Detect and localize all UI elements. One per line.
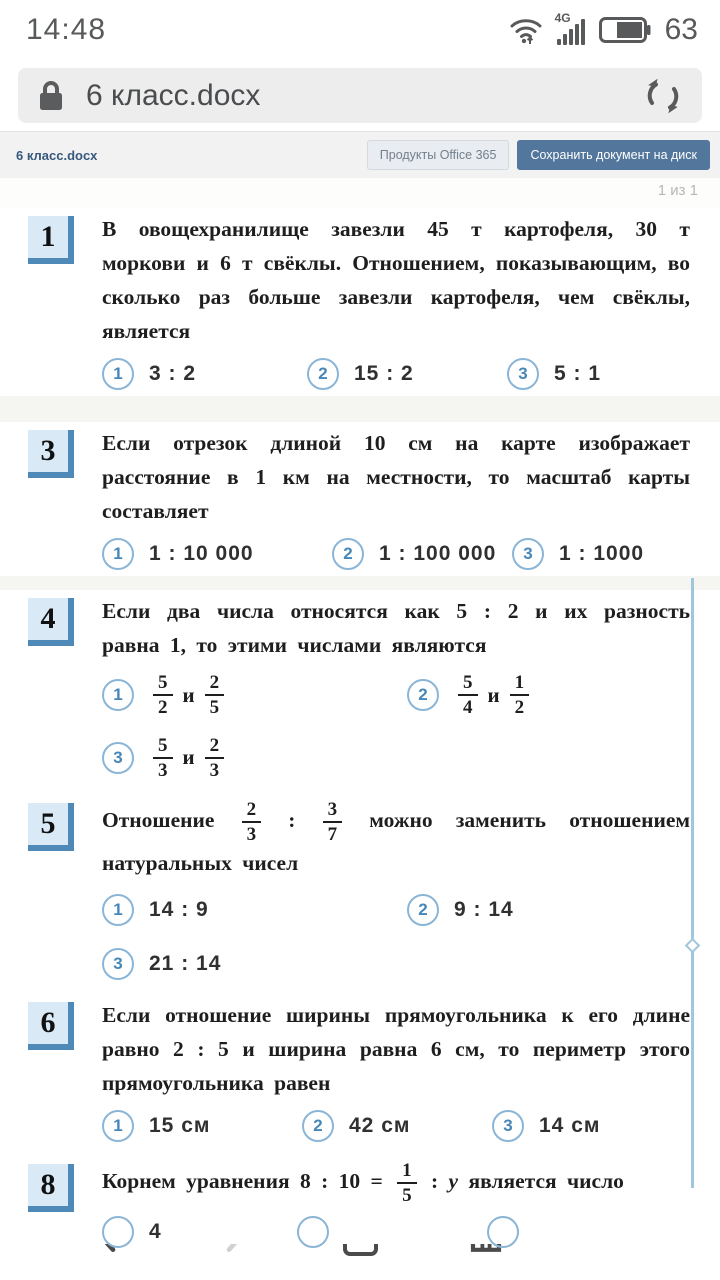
option-value: 1 : 100 000 — [379, 542, 497, 565]
page-indicator: 1 из 1 — [657, 182, 698, 199]
answer-option — [102, 735, 690, 782]
page-url-title: 6 класс.docx — [86, 78, 261, 112]
option-number: 3 — [102, 948, 134, 980]
option-number: 2 — [302, 1110, 334, 1142]
question-4 — [0, 590, 720, 787]
fraction: $\frac{5}{3}$ — [153, 735, 173, 782]
fraction: $\frac{2}{5}$ — [205, 672, 225, 719]
option-number: 2 — [407, 894, 439, 926]
scan-gap — [0, 576, 720, 590]
question-text: Если отрезок длиной 10 см на карте изображает расстояние в 1 км на местности, то масштаб карты составляет — [102, 431, 690, 523]
option-number: 1 — [102, 1110, 134, 1142]
option-number: 1 — [102, 538, 134, 570]
answer-option — [407, 672, 690, 719]
question-text: Если отношение ширины прямоугольника к его длине равно 2 : 5 и ширина равна 6 см, то периметр этого прямоугольника равен — [102, 1002, 690, 1095]
fraction: $\frac{1}{5}$ — [397, 1160, 417, 1207]
fraction: $\frac{1}{2}$ — [510, 672, 530, 719]
lock-icon — [38, 80, 64, 112]
option-value: 4 — [149, 1220, 162, 1244]
scan-gap — [0, 787, 720, 795]
question-number-badge: 6 — [28, 1002, 74, 1050]
option-value: 9 : 14 — [454, 897, 514, 921]
answer-option-partial — [487, 1216, 690, 1248]
cell-signal-icon — [554, 11, 585, 45]
scan-gap — [0, 1148, 720, 1156]
option-value: 15 см — [149, 1113, 211, 1137]
question-text: В овощехранилище завезли 45 т картофеля, 30 т моркови и 6 т свёклы. Отношением, показывающим, во сколько раз больше завезли картофеля, чем свёклы, является — [102, 217, 690, 343]
answer-option — [302, 1110, 492, 1142]
answer-option-partial — [297, 1216, 487, 1248]
option-number: 1 — [102, 358, 134, 390]
option-number — [102, 1216, 134, 1248]
option-number: 3 — [102, 742, 134, 774]
address-bar[interactable] — [18, 68, 702, 123]
question-1 — [0, 208, 720, 396]
question-8 — [0, 1156, 720, 1245]
question-number-badge: 1 — [28, 216, 74, 264]
doc-viewer-toolbar — [0, 131, 720, 178]
answer-option — [332, 538, 512, 570]
save-to-disk-button[interactable]: Сохранить документ на диск — [517, 140, 710, 170]
option-number: 3 — [507, 358, 539, 390]
option-number: 3 — [512, 538, 544, 570]
answer-option — [407, 894, 690, 926]
question-number-badge: 3 — [28, 430, 74, 478]
answer-option — [507, 358, 690, 390]
answer-option — [492, 1110, 690, 1142]
fraction: $\frac{5}{4}$ — [458, 672, 478, 719]
answer-option — [102, 1110, 302, 1142]
option-value: 14 : 9 — [149, 897, 209, 921]
question-3 — [0, 422, 720, 576]
fraction: $\frac{5}{2}$ — [153, 672, 173, 719]
option-number: 3 — [492, 1110, 524, 1142]
question-number-badge: 4 — [28, 598, 74, 646]
battery-percent: 63 — [664, 13, 698, 46]
answer-option — [512, 538, 690, 570]
option-value: 42 см — [349, 1113, 411, 1137]
option-value: 1 : 10 000 — [149, 542, 254, 565]
wifi-icon — [509, 15, 543, 45]
option-number — [487, 1216, 519, 1248]
question-text: Корнем уравнения 8 : 10 = $\frac{1}{5}$ : y является число — [102, 1159, 624, 1206]
scan-gap — [0, 986, 720, 994]
option-number: 1 — [102, 894, 134, 926]
equation-variable: y — [448, 1168, 459, 1193]
refresh-button[interactable] — [644, 77, 682, 115]
option-value: 21 : 14 — [149, 951, 222, 975]
fraction: $\frac{2}{3}$ — [205, 735, 225, 782]
document-viewport[interactable] — [0, 178, 720, 1244]
network-type-label: 4G — [554, 11, 571, 25]
scan-gap — [0, 396, 720, 422]
answer-option — [307, 358, 507, 390]
option-value: 1 : 1000 — [559, 542, 645, 565]
option-number: 2 — [307, 358, 339, 390]
page-edge-artifact — [691, 578, 694, 1188]
option-number: 1 — [102, 679, 134, 711]
question-6 — [0, 994, 720, 1148]
conjunction: и — [487, 682, 500, 707]
option-value: 14 см — [539, 1113, 601, 1137]
answer-option — [102, 894, 407, 926]
browser-chrome — [0, 60, 720, 131]
option-value: 3 : 2 — [149, 362, 197, 385]
question-number-badge: 8 — [28, 1164, 74, 1212]
answer-option — [102, 672, 407, 719]
option-value: 15 : 2 — [354, 362, 414, 385]
clock: 14:48 — [26, 13, 107, 46]
option-number — [297, 1216, 329, 1248]
office-products-button[interactable]: Продукты Office 365 — [367, 140, 510, 170]
question-5 — [0, 795, 720, 986]
option-number: 2 — [407, 679, 439, 711]
conjunction: и — [182, 682, 195, 707]
answer-option — [102, 538, 332, 570]
fraction: $\frac{3}{7}$ — [323, 799, 343, 846]
doc-name-link[interactable]: 6 класс.docx — [16, 147, 98, 163]
answer-option — [102, 358, 307, 390]
conjunction: и — [182, 745, 195, 770]
question-text: Отношение $\frac{2}{3}$ : $\frac{3}{7}$ можно заменить отношением натуральных чисел — [102, 799, 691, 875]
answer-option-partial — [102, 1216, 297, 1248]
option-value: 5 : 1 — [554, 362, 602, 385]
option-number: 2 — [332, 538, 364, 570]
fraction: $\frac{2}{3}$ — [242, 799, 262, 846]
question-text: Если два числа относятся как 5 : 2 и их разность равна 1, то этими числами являются — [102, 599, 690, 657]
answer-option — [102, 948, 690, 980]
question-number-badge: 5 — [28, 803, 74, 851]
status-bar — [0, 0, 720, 60]
battery-icon — [599, 16, 651, 44]
